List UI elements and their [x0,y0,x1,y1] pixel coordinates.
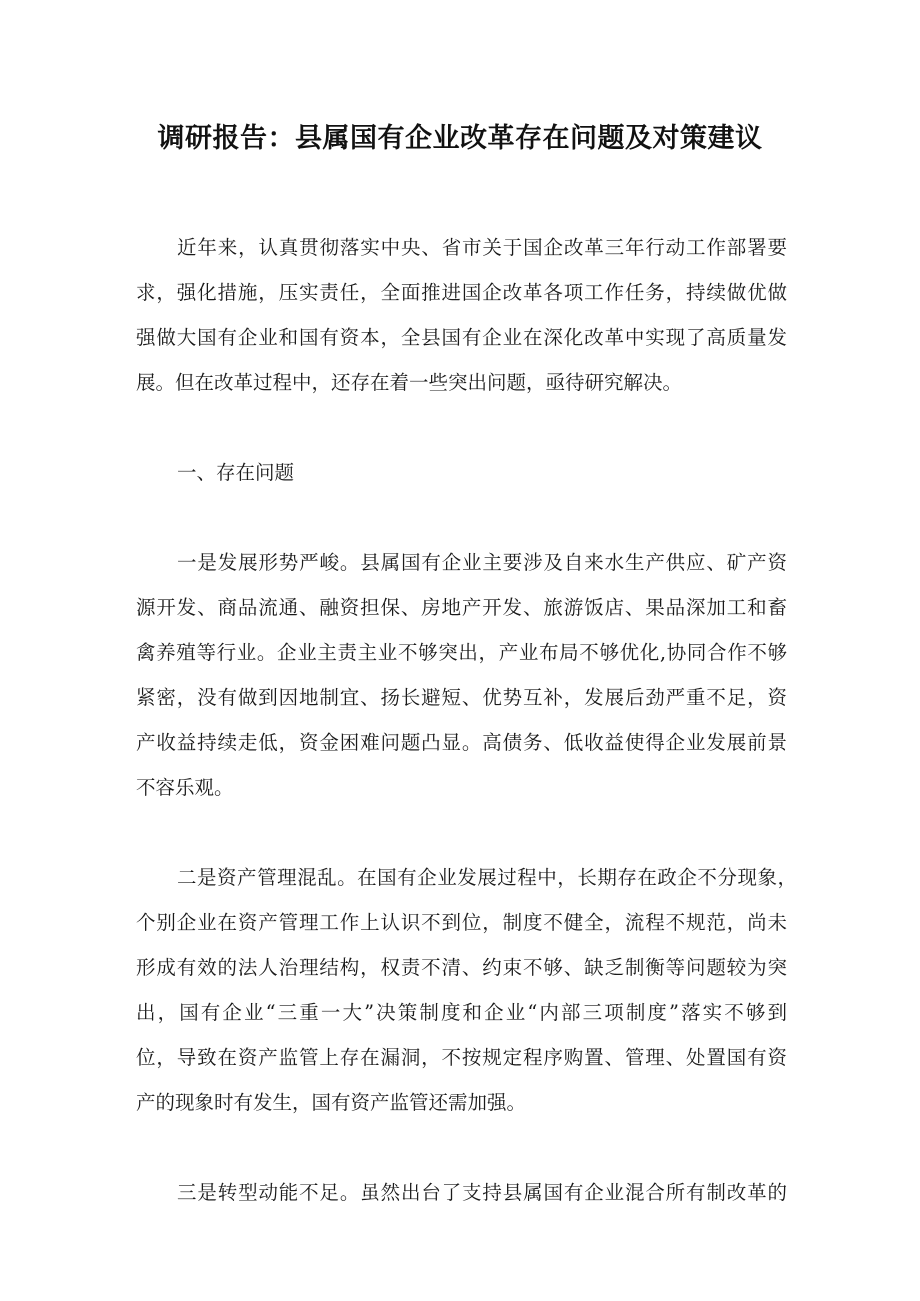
document-title: 调研报告：县属国有企业改革存在问题及对策建议 [157,123,763,154]
text-line: 形成有效的法人治理结构，权责不清、约束不够、缺乏制衡等问题较为突 [136,956,787,979]
text-line: 产收益持续走低，资金困难问题凸显。高债务、低收益使得企业发展前景 [136,731,787,754]
text-line: 产的现象时有发生，国有资产监管还需加强。 [136,1091,527,1114]
paragraph-issue-1 [136,540,787,810]
text-line: 源开发、商品流通、融资担保、房地产开发、旅游饭店、果品深加工和畜 [136,596,787,619]
text-line: 出，国有企业“三重一大”决策制度和企业“内部三项制度”落实不够到 [136,1001,787,1024]
text-line: 求，强化措施，压实责任，全面推进国企改革各项工作任务，持续做优做 [136,281,787,304]
paragraph-intro [136,225,787,405]
text-line: 禽养殖等行业。企业主责主业不够突出，产业布局不够优化,协同合作不够 [136,641,787,664]
text-line: 个别企业在资产管理工作上认识不到位，制度不健全，流程不规范，尚未 [136,911,787,934]
document-body [136,225,797,1260]
paragraph-issue-3 [136,1170,787,1215]
text-line: 二是资产管理混乱。在国有企业发展过程中，长期存在政企不分现象， [177,866,797,889]
heading-line: 一、存在问题 [177,461,295,484]
text-line: 紧密，没有做到因地制宜、扬长避短、优势互补，发展后劲严重不足，资 [136,686,787,709]
text-line: 位，导致在资产监管上存在漏洞，不按规定程序购置、管理、处置国有资 [136,1046,787,1069]
text-line: 一是发展形势严峻。县属国有企业主要涉及自来水生产供应、矿产资 [177,551,787,574]
text-line: 展。但在改革过程中，还存在着一些突出问题，亟待研究解决。 [136,371,683,394]
section-heading [136,450,787,495]
text-line: 近年来，认真贯彻落实中央、省市关于国企改革三年行动工作部署要 [177,236,787,259]
text-line: 强做大国有企业和国有资本，全县国有企业在深化改革中实现了高质量发 [136,326,787,349]
text-line: 不容乐观。 [136,776,234,799]
text-line: 三是转型动能不足。虽然出台了支持县属国有企业混合所有制改革的 [177,1181,787,1204]
paragraph-issue-2 [136,855,797,1125]
